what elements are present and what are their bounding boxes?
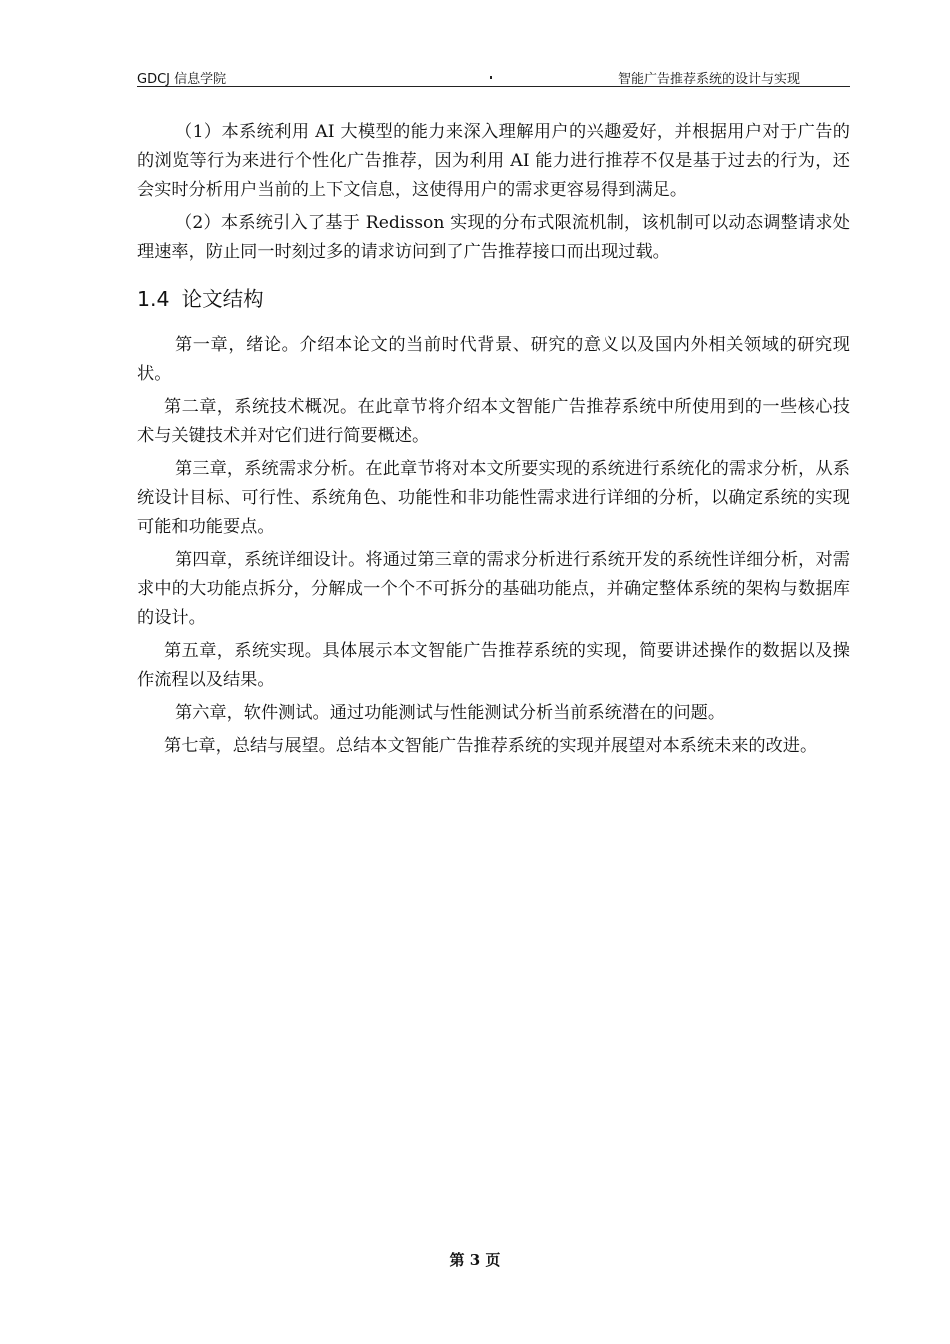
chapter-7-paragraph: 第七章，总结与展望。总结本文智能广告推荐系统的实现并展望对本系统未来的改进。 [164, 736, 818, 756]
chapter-4-paragraph: 第四章，系统详细设计。将通过第三章的需求分析进行系统开发的系统性详细分析，对需求中的大功能点拆分，分解成一个个不可拆分的基础功能点，并确定整体系统的架构与数据库的设计。 [137, 550, 850, 628]
section-title: 论文结构 [181, 287, 264, 311]
chapter-6-paragraph: 第六章，软件测试。通过功能测试与性能测试分析当前系统潜在的问题。 [175, 703, 726, 723]
page-body [137, 118, 850, 765]
chapter-5-paragraph: 第五章，系统实现。具体展示本文智能广告推荐系统的实现，简要讲述操作的数据以及操作流程以及结果。 [137, 641, 850, 690]
paragraph-feature-2: （2）本系统引入了基于 Redisson 实现的分布式限流机制，该机制可以动态调整请求处理速率，防止同一时刻过多的请求访问到了广告推荐接口而出现过载。 [137, 213, 850, 262]
chapter-2-paragraph: 第二章，系统技术概况。在此章节将介绍本文智能广告推荐系统中所使用到的一些核心技术与关键技术并对它们进行简要概述。 [137, 397, 850, 446]
chapter-1-paragraph: 第一章，绪论。介绍本论文的当前时代背景、研究的意义以及国内外相关领域的研究现状。 [137, 335, 850, 384]
header-institution: GDCJ 信息学院 [137, 72, 227, 87]
page-number: 第 3 页 [449, 1251, 501, 1269]
paragraph-feature-1: （1）本系统利用 AI 大模型的能力来深入理解用户的兴趣爱好，并根据用户对于广告的的浏览等行为来进行个性化广告推荐，因为利用 AI 能力进行推荐不仅是基于过去的行为，还会实时分析用户当前的上下文信息，这使得用户的需求更容易得到满足。 [137, 122, 850, 200]
chapter-3-paragraph: 第三章，系统需求分析。在此章节将对本文所要实现的系统进行系统化的需求分析，从系统设计目标、可行性、系统角色、功能性和非功能性需求进行详细的分析，以确定系统的实现可能和功能要点。 [137, 459, 850, 537]
section-number: 1.4 [137, 287, 170, 311]
header-thesis-title: 智能广告推荐系统的设计与实现 [617, 72, 800, 87]
header-divider-mark [490, 76, 492, 79]
page-header [137, 66, 850, 87]
section-heading [137, 285, 850, 313]
